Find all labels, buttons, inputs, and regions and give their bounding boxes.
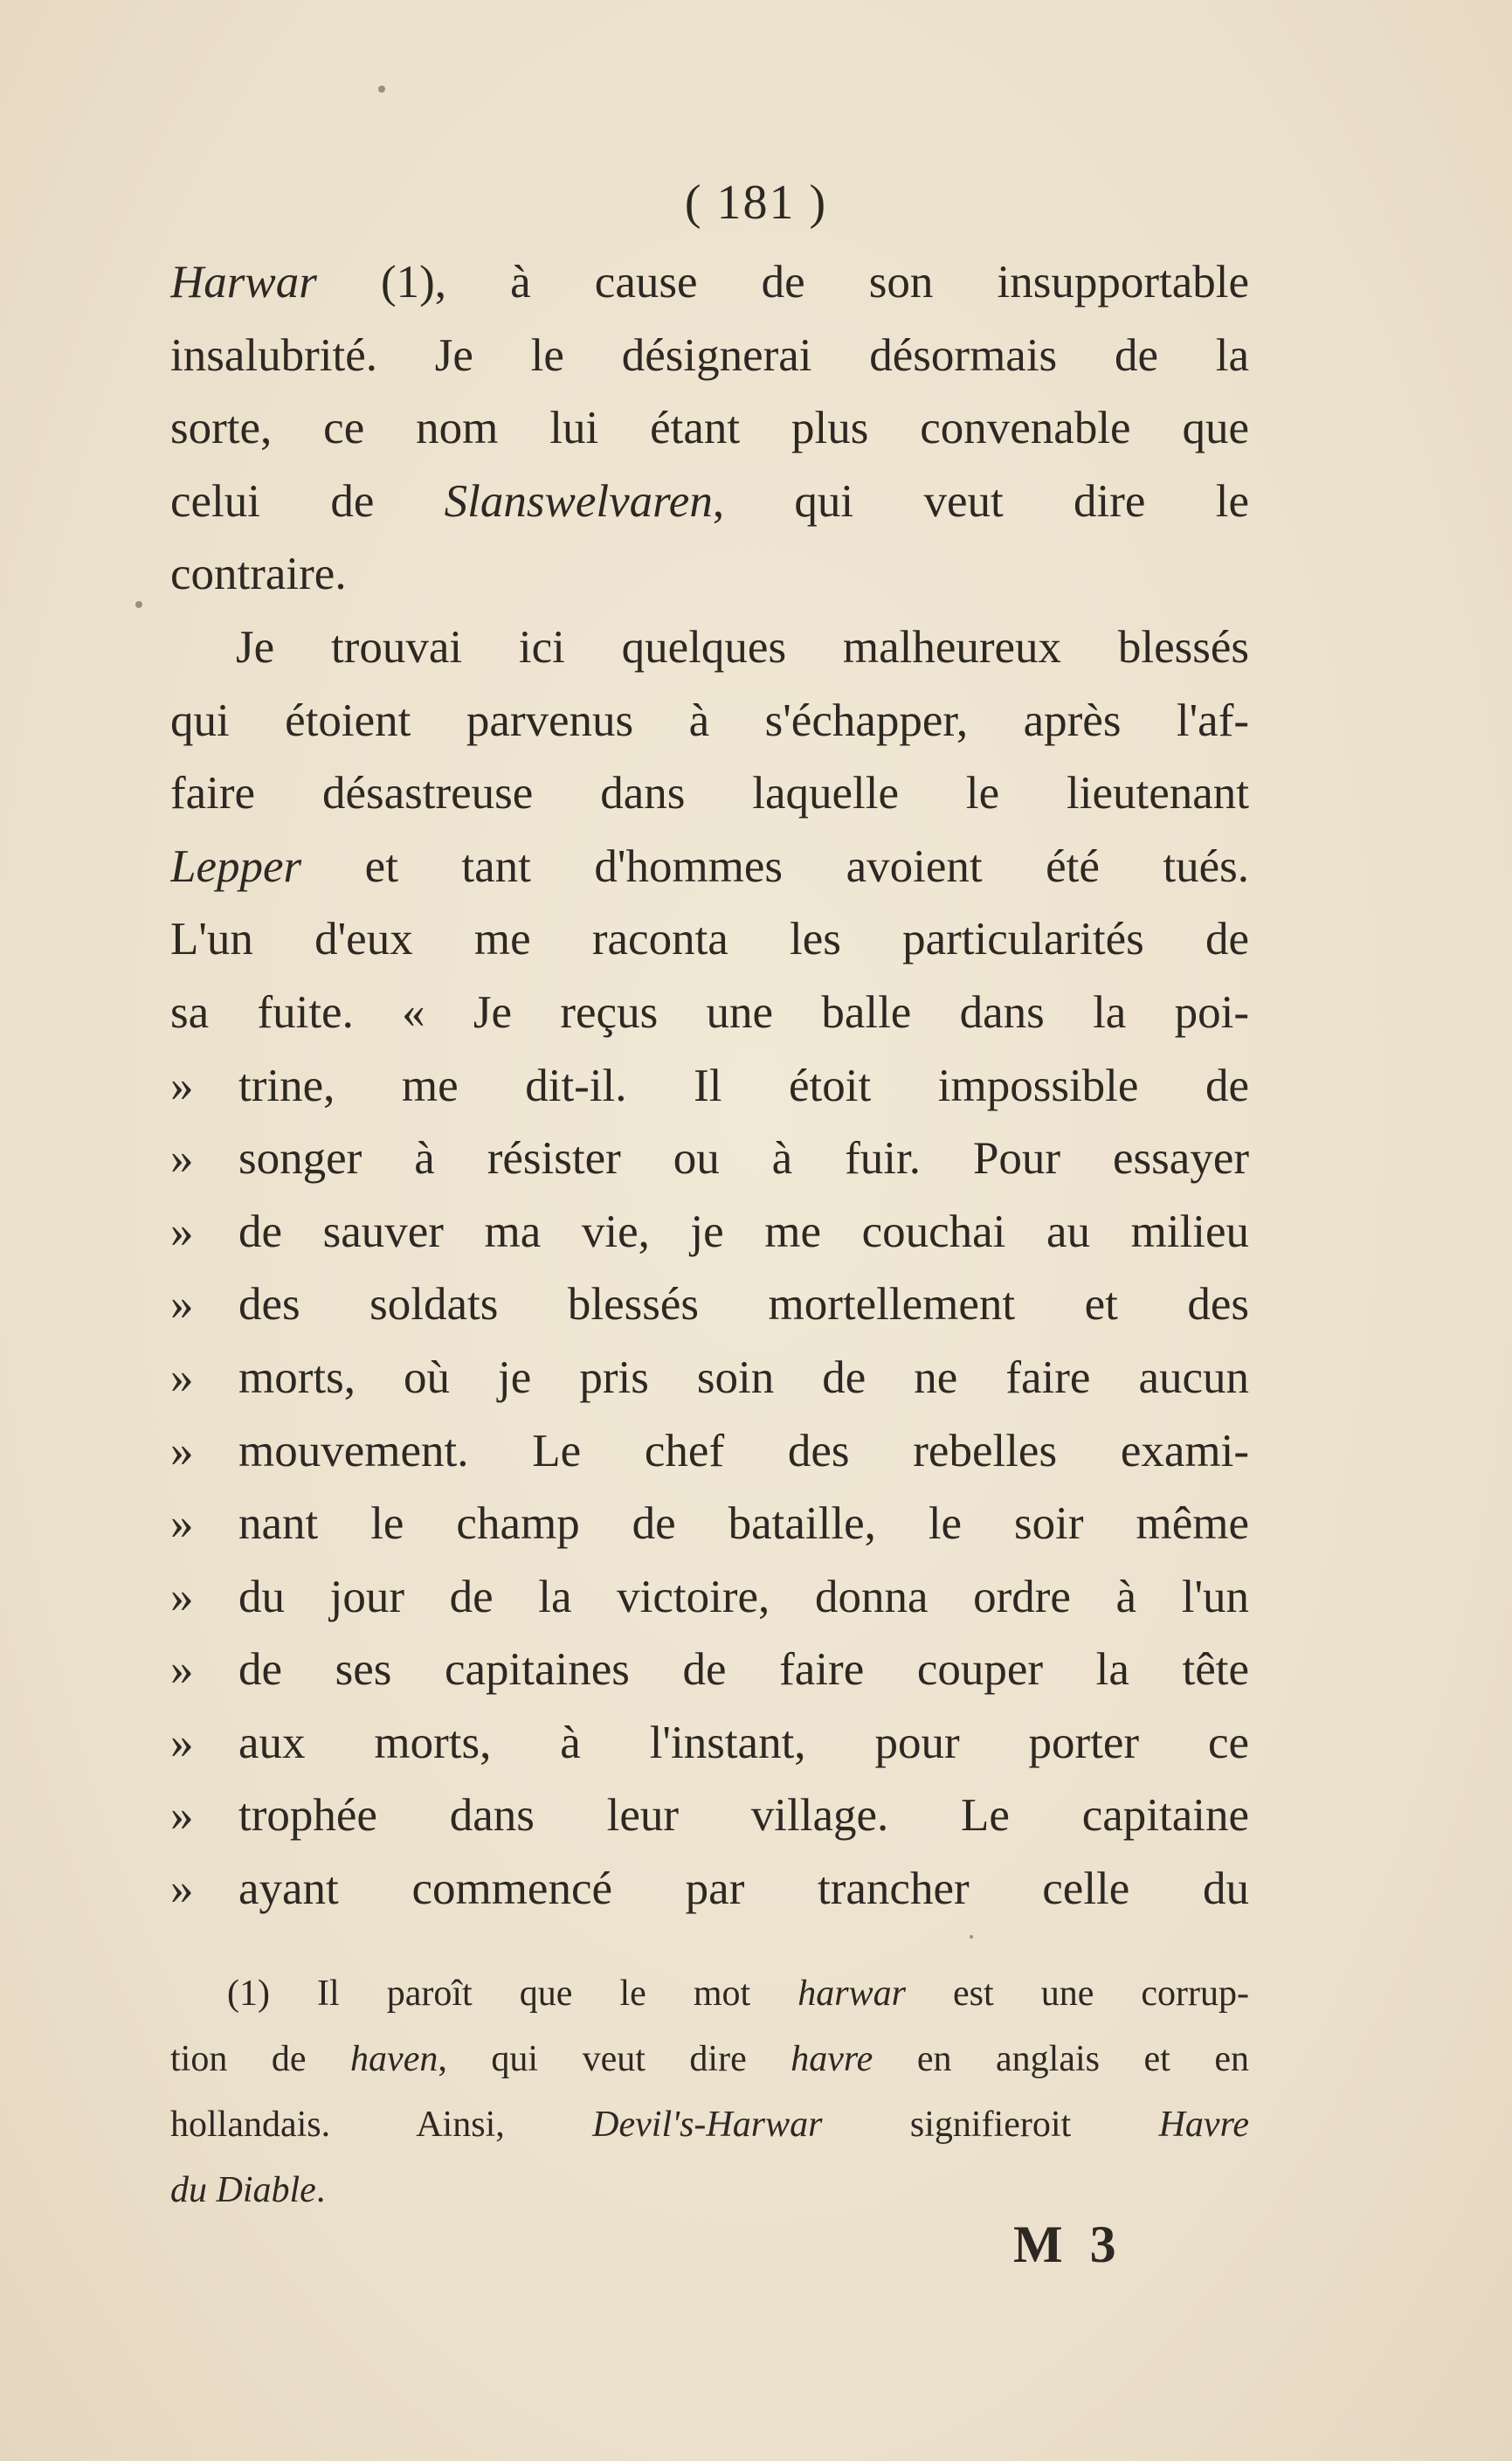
italic-word: Harwar — [170, 257, 317, 308]
signature-mark: M 3 — [1013, 2216, 1123, 2273]
italic-word: havre — [791, 2039, 873, 2079]
footnote-line: du Diable. — [170, 2170, 326, 2210]
quote-mark: » — [170, 1644, 194, 1696]
quote-mark: » — [170, 1279, 194, 1331]
quote-mark: » — [170, 1717, 194, 1768]
italic-word: haven — [350, 2039, 438, 2079]
quoted-line: » de sauver ma vie, je me couchai au milieu — [170, 1196, 1249, 1269]
footnote-line: (1) Il paroît que le mot harwar est une corrup- — [227, 1974, 1249, 2014]
page-number-header: ( 181 ) — [684, 176, 828, 230]
quote-mark: » — [170, 1571, 194, 1622]
footnote-line: hollandais. Ainsi, Devil's-Harwar signifieroit Havre — [170, 2105, 1249, 2145]
quote-mark: » — [170, 1060, 194, 1111]
text-line: faire désastreuse dans laquelle le lieutenant — [170, 768, 1249, 819]
quoted-line: » morts, où je pris soin de ne faire aucun — [170, 1342, 1249, 1415]
italic-word: Slanswelvaren — [444, 475, 713, 527]
text-line: contraire. — [170, 549, 347, 600]
quote-mark: » — [170, 1206, 194, 1257]
quote-mark: » — [170, 1351, 194, 1403]
quoted-line: » du jour de la victoire, donna ordre à l'un — [170, 1561, 1249, 1635]
italic-word: du Diable — [170, 2170, 316, 2210]
quote-mark: » — [170, 1790, 194, 1842]
text-line: celui de Slanswelvaren, qui veut dire le — [170, 475, 1249, 527]
quoted-line: » ayant commencé par trancher celle du — [170, 1853, 1249, 1926]
text-line: Lepper et tant d'hommes avoient été tués. — [170, 840, 1249, 892]
quoted-line: » trophée dans leur village. Le capitaine — [170, 1780, 1249, 1853]
paper-speck — [970, 1935, 973, 1939]
quoted-line: » des soldats blessés mortellement et des — [170, 1269, 1249, 1342]
paper-speck — [135, 601, 142, 608]
footnote — [170, 1961, 1249, 2223]
quoted-line: » aux morts, à l'instant, pour porter ce — [170, 1707, 1249, 1780]
quote-mark: » — [170, 1498, 194, 1550]
quote-mark: » — [170, 1425, 194, 1476]
quoted-line: » de ses capitaines de faire couper la tête — [170, 1634, 1249, 1707]
quoted-line: » songer à résister ou à fuir. Pour essayer — [170, 1123, 1249, 1196]
quoted-line: » trine, me dit-il. Il étoit impossible de — [170, 1050, 1249, 1123]
italic-word: Devil's-Harwar — [592, 2105, 823, 2145]
quoted-line: » mouvement. Le chef des rebelles exami- — [170, 1415, 1249, 1489]
text-line: sa fuite. « Je reçus une balle dans la poi- — [170, 986, 1249, 1038]
quote-mark: » — [170, 1133, 194, 1185]
footnote-line: tion de haven, qui veut dire havre en anglais et en — [170, 2039, 1249, 2079]
italic-word: Havre — [1158, 2105, 1249, 2145]
text-line: qui étoient parvenus à s'échapper, après l'af- — [170, 695, 1249, 746]
text-line: sorte, ce nom lui étant plus convenable que — [170, 403, 1249, 454]
italic-word: harwar — [797, 1974, 906, 2014]
text-line: insalubrité. Je le désignerai désormais de la — [170, 329, 1249, 381]
text-line: L'un d'eux me raconta les particularités de — [170, 914, 1249, 965]
main-text — [170, 246, 1249, 1926]
quote-mark: » — [170, 1863, 194, 1915]
text-line: Je trouvai ici quelques malheureux blessés — [236, 621, 1249, 673]
text-line: Harwar (1), à cause de son insupportable — [170, 257, 1249, 308]
italic-word: Lepper — [170, 840, 302, 892]
quoted-line: » nant le champ de bataille, le soir même — [170, 1488, 1249, 1561]
paper-speck — [378, 86, 385, 93]
